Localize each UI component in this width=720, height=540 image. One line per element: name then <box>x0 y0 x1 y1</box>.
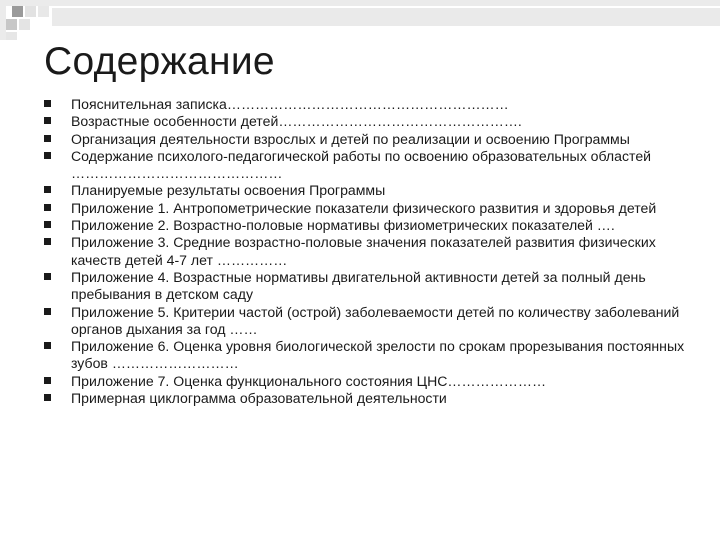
list-item-text: Приложение 7. Оценка функционального состояния ЦНС………………… <box>71 372 547 389</box>
list-item <box>44 269 694 304</box>
list-item <box>44 390 694 407</box>
list-item <box>44 217 694 234</box>
list-item <box>44 234 694 269</box>
list-item-text: Приложение 2. Возрастно-половые нормативы физиометрических показателей …. <box>71 217 615 234</box>
square-bullet-icon <box>44 204 51 211</box>
square-bullet-icon <box>44 238 51 245</box>
list-item <box>44 131 694 148</box>
square-bullet-icon <box>44 117 51 124</box>
list-item <box>44 182 694 199</box>
square-bullet-icon <box>44 186 51 193</box>
list-item <box>44 304 694 339</box>
list-item <box>44 96 694 113</box>
square-bullet-icon <box>44 308 51 315</box>
list-item <box>44 148 694 183</box>
square-bullet-icon <box>44 221 51 228</box>
list-item-text: Организация деятельности взрослых и детей по реализации и освоению Программы <box>71 130 630 147</box>
list-item-text: Пояснительная записка…………………………………………………… <box>71 96 509 112</box>
list-item <box>44 373 694 390</box>
list-item-text: Приложение 5. Критерии частой (острой) заболеваемости детей по количеству заболеваний органов дыхания за год …… <box>71 303 680 337</box>
list-item-text: Приложение 1. Антропометрические показатели физического развития и здоровья детей <box>71 199 657 216</box>
contents-list <box>44 96 694 407</box>
list-item <box>44 338 694 373</box>
list-item-text: Приложение 3. Средние возрастно-половые значения показателей развития физических качеств детей 4-7 лет …………… <box>71 234 656 268</box>
square-bullet-icon <box>44 135 51 142</box>
square-bullet-icon <box>44 273 51 280</box>
list-item <box>44 113 694 130</box>
list-item-text: Возрастные особенности детей……………………………………………. <box>71 113 522 130</box>
square-bullet-icon <box>44 394 51 401</box>
list-item-text: Приложение 4. Возрастные нормативы двигательной активности детей за полный день пребывания в детском саду <box>71 268 646 303</box>
corner-decoration <box>0 0 720 40</box>
list-item <box>44 200 694 217</box>
square-bullet-icon <box>44 100 51 107</box>
square-bullet-icon <box>44 342 51 349</box>
list-item-text: Планируемые результаты освоения Программы <box>71 182 386 199</box>
page-title: Содержание <box>44 40 275 83</box>
square-bullet-icon <box>44 152 51 159</box>
list-item-text: Приложение 6. Оценка уровня биологической зрелости по срокам прорезывания постоянных зубов ……………………… <box>71 338 685 372</box>
list-item-text: Примерная циклограмма образовательной деятельности <box>71 390 447 407</box>
list-item-text: Содержание психолого-педагогической работы по освоению образовательных областей ……………………………………… <box>71 147 652 182</box>
square-bullet-icon <box>44 377 51 384</box>
